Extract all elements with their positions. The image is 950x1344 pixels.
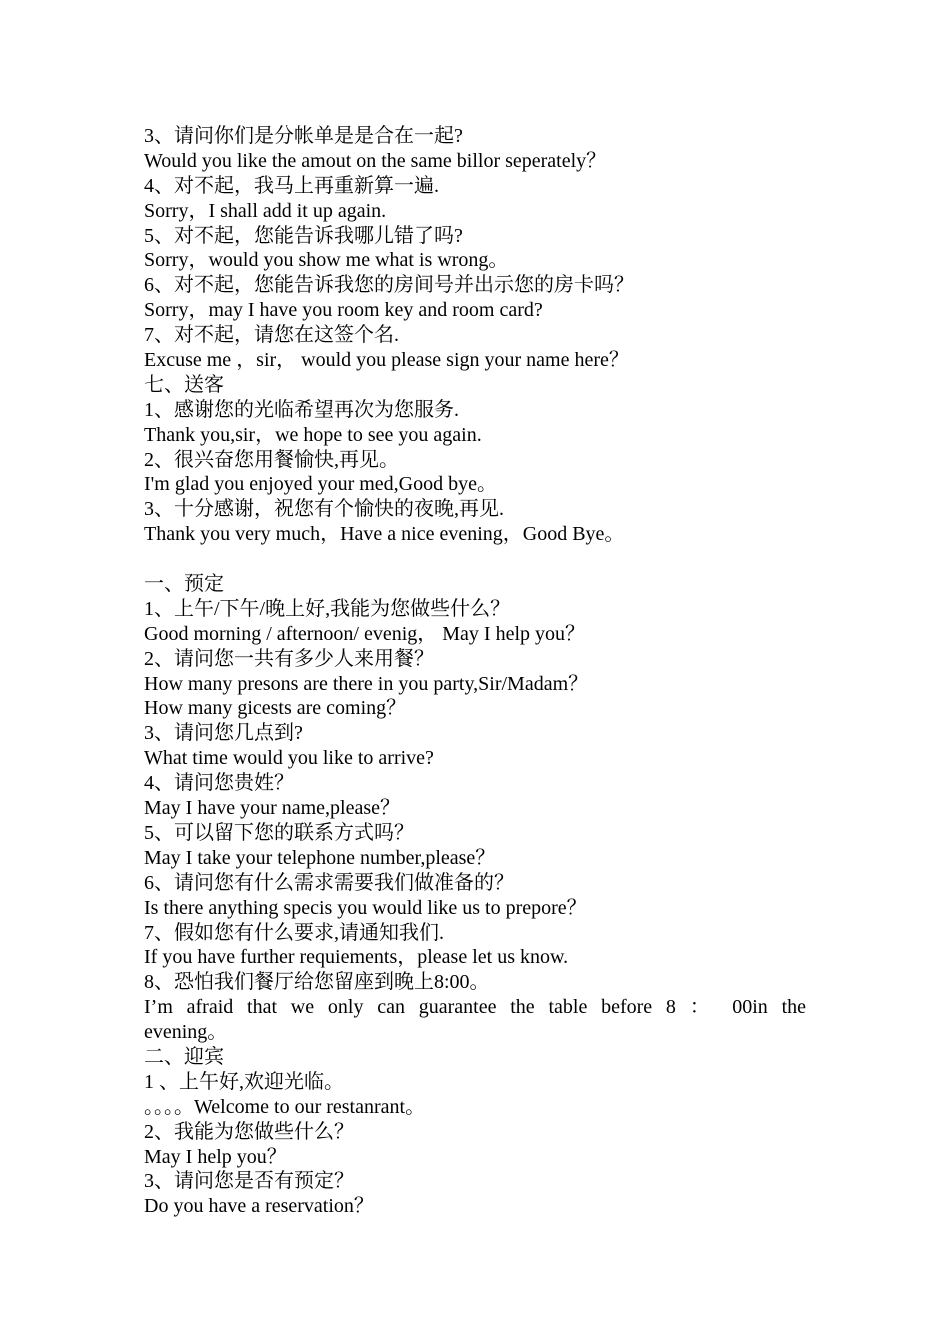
text-line: 8、恐怕我们餐厅给您留座到晚上8:00。 [144, 971, 490, 994]
text-line: If you have further requiements，please let us know. [144, 946, 569, 969]
text-line: May I take your telephone number,please？ [144, 846, 496, 869]
text-line: Sorry，I shall add it up again. [144, 199, 387, 222]
text-line: 4、对不起，我马上再重新算一遍. [144, 174, 439, 197]
text-line: Would you like the amout on the same billor seperately？ [144, 149, 607, 172]
text-line-justified: I’m afraid that we only can guarantee the table before 8 ： 00in the [144, 996, 806, 1019]
text-line: What time would you like to arrive? [144, 747, 434, 770]
text-line: 2、我能为您做些什么？ [144, 1120, 354, 1143]
text-line: Thank you very much，Have a nice evening，Good Bye。 [144, 523, 625, 546]
text-line: 2、很兴奋您用餐愉快,再见。 [144, 448, 399, 471]
text-line: How many gicests are coming？ [144, 697, 407, 720]
text-line: Do you have a reservation？ [144, 1195, 374, 1218]
text-line: 4、请问您贵姓？ [144, 772, 294, 795]
text-line: May I have your name,please？ [144, 797, 401, 820]
text-line: 2、请问您一共有多少人来用餐？ [144, 647, 434, 670]
text-line: 1、感谢您的光临希望再次为您服务. [144, 398, 459, 421]
text-line: 5、对不起，您能告诉我哪儿错了吗? [144, 224, 463, 247]
blank-line [144, 547, 806, 572]
text-line: 。。。。Welcome to our restanrant。 [144, 1095, 426, 1118]
text-line: Sorry，would you show me what is wrong。 [144, 249, 509, 272]
text-line: Thank you,sir，we hope to see you again. [144, 423, 482, 446]
text-line: May I help you？ [144, 1145, 287, 1168]
text-line: 6、对不起，您能告诉我您的房间号并出示您的房卡吗？ [144, 274, 634, 297]
text-line: evening。 [144, 1021, 228, 1044]
section-heading: 一、预定 [144, 573, 224, 596]
text-line: 6、请问您有什么需求需要我们做准备的？ [144, 871, 514, 894]
text-line: Good morning / afternoon/ evenig， May I help you？ [144, 622, 586, 645]
text-line: 3、请问您是否有预定？ [144, 1170, 354, 1193]
text-line: 7、假如您有什么要求,请通知我们. [144, 921, 444, 944]
text-line: Sorry，may I have you room key and room card? [144, 299, 543, 322]
text-line: I'm glad you enjoyed your med,Good bye。 [144, 473, 497, 496]
text-line: Is there anything specis you would like us to prepore？ [144, 896, 587, 919]
text-line: 7、对不起，请您在这签个名. [144, 324, 399, 347]
text-line: How many presons are there in you party,Sir/Madam？ [144, 672, 589, 695]
section-heading: 二、迎宾 [144, 1045, 224, 1068]
text-line: 5、可以留下您的联系方式吗？ [144, 821, 414, 844]
text-line: 1、上午/下午/晚上好,我能为您做些什么？ [144, 597, 511, 620]
section-heading: 七、送客 [144, 373, 224, 396]
text-line: 1 、上午好,欢迎光临。 [144, 1070, 344, 1093]
document-page [144, 124, 806, 1219]
text-line: 3、十分感谢，祝您有个愉快的夜晚,再见. [144, 498, 504, 521]
text-line: Excuse me ，sir， would you please sign your name here？ [144, 349, 629, 372]
text-line: 3、请问你们是分帐单是是合在一起? [144, 125, 463, 147]
text-line: 3、请问您几点到? [144, 722, 303, 745]
